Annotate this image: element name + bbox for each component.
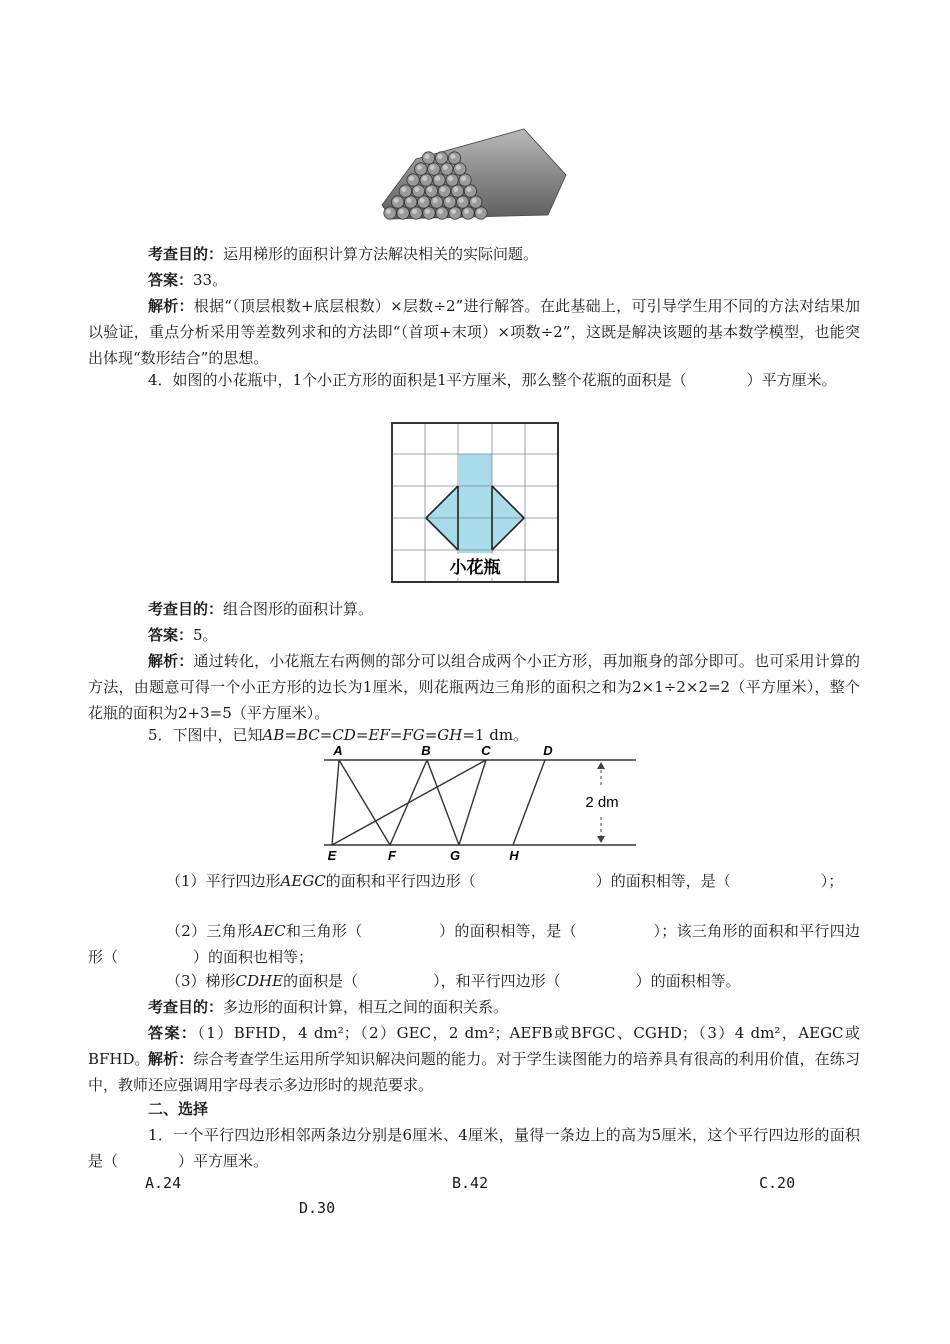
log-end-highlight bbox=[386, 209, 391, 214]
point-label-h: H bbox=[509, 848, 519, 863]
q4-purpose: 考查目的：组合图形的面积计算。 bbox=[148, 600, 374, 618]
point-label-d: D bbox=[543, 743, 553, 758]
log-end-highlight bbox=[422, 176, 427, 181]
log-end-highlight bbox=[438, 154, 443, 159]
log-end-highlight bbox=[459, 198, 464, 203]
q4-answer: 答案：5。 bbox=[148, 626, 218, 644]
q4-analysis: 解析：通过转化，小花瓶左右两侧的部分可以组合成两个小正方形，再加瓶身的部分即可。也可采用计算的方法，由题意可得一个小正方形的边长为1厘米，则花瓶两边三角形的面积之和为2×1÷2×2=2（平方厘米），整个花瓶的面积为2+3=5（平方厘米）。 bbox=[88, 652, 860, 722]
log-end-highlight bbox=[394, 198, 399, 203]
log-end-highlight bbox=[477, 209, 482, 214]
parallel-lines-figure bbox=[320, 740, 640, 864]
option-c: C.20 bbox=[759, 1174, 796, 1192]
log-pile-figure bbox=[376, 125, 568, 227]
log-end-highlight bbox=[433, 198, 438, 203]
q5-question: 5．下图中，已知AB=BC=CD=EF=FG=GH=1 dm。 bbox=[148, 726, 529, 744]
log-end-highlight bbox=[401, 187, 406, 192]
q5-sub2: （2）三角形AEC和三角形（ ）的面积相等，是（ ）；该三角形的面积和平行四边形（ ）的面积也相等； bbox=[88, 922, 860, 966]
height-label: 2 dm bbox=[585, 794, 619, 811]
vase-label: 小花瓶 bbox=[449, 558, 501, 578]
log-end-highlight bbox=[414, 187, 419, 192]
log-end-highlight bbox=[438, 209, 443, 214]
log-end-highlight bbox=[448, 176, 453, 181]
option-d: D.30 bbox=[299, 1199, 336, 1217]
option-a: A.24 bbox=[145, 1174, 182, 1192]
vase-grid-figure bbox=[391, 422, 559, 584]
section-heading: 二、选择 bbox=[148, 1100, 209, 1118]
log-end-highlight bbox=[412, 209, 417, 214]
q5-answer: 答案：（1）BFHD，4 dm²；（2）GEC，2 dm²；AEFB或BFGC、CGHD；（3）4 dm²，AEGC或BFHD。 bbox=[88, 1024, 860, 1068]
q3-analysis: 解析：根据“（顶层根数+底层根数）×层数÷2”进行解答。在此基础上，可引导学生用不同的方法对结果加以验证，重点分析采用等差数列求和的方法即“（首项+末项）×项数÷2”，这既是解决该题的基本数学模型，也能突出体现“数形结合”的思想。 bbox=[88, 297, 860, 367]
log-end-highlight bbox=[461, 176, 466, 181]
log-end-highlight bbox=[409, 176, 414, 181]
log-end-highlight bbox=[407, 198, 412, 203]
log-end-highlight bbox=[425, 209, 430, 214]
q3-answer: 答案：33。 bbox=[148, 271, 228, 289]
log-end-highlight bbox=[399, 209, 404, 214]
log-end-highlight bbox=[440, 187, 445, 192]
q5-analysis: 解析：综合考查学生运用所学知识解决问题的能力。对于学生读图能力的培养具有很高的利用价值，在练习中，教师还应强调用字母表示多边形时的规范要求。 bbox=[88, 1050, 860, 1094]
option-b: B.42 bbox=[452, 1174, 489, 1192]
log-end-highlight bbox=[456, 165, 461, 170]
log-end-highlight bbox=[417, 165, 422, 170]
log-end-highlight bbox=[464, 209, 469, 214]
q5-sub1: （1）平行四边形AEGC的面积和平行四边形（ ）的面积相等，是（ ）； bbox=[166, 872, 844, 890]
log-end-highlight bbox=[420, 198, 425, 203]
log-end-highlight bbox=[443, 165, 448, 170]
point-label-b: B bbox=[421, 743, 431, 758]
log-end-highlight bbox=[446, 198, 451, 203]
q3-purpose: 考查目的：运用梯形的面积计算方法解决相关的实际问题。 bbox=[148, 245, 539, 263]
point-label-e: E bbox=[327, 848, 337, 863]
q5-sub3: （3）梯形CDHE的面积是（ ），和平行四边形（ ）的面积相等。 bbox=[166, 972, 741, 990]
log-end-highlight bbox=[451, 209, 456, 214]
point-label-f: F bbox=[388, 848, 396, 863]
mc-question: 1．一个平行四边形相邻两条边分别是6厘米、4厘米，量得一条边上的高为5厘米，这个平行四边形的面积是（ ）平方厘米。 bbox=[88, 1126, 860, 1170]
q5-purpose: 考查目的：多边形的面积计算，相互之间的面积关系。 bbox=[148, 998, 509, 1016]
log-end-highlight bbox=[425, 154, 430, 159]
point-label-c: C bbox=[481, 743, 491, 758]
log-end-highlight bbox=[453, 187, 458, 192]
log-end-highlight bbox=[472, 198, 477, 203]
point-label-a: A bbox=[333, 743, 343, 758]
log-end-highlight bbox=[427, 187, 432, 192]
log-end-highlight bbox=[430, 165, 435, 170]
log-end-highlight bbox=[466, 187, 471, 192]
point-label-g: G bbox=[449, 848, 461, 863]
log-end-highlight bbox=[451, 154, 456, 159]
log-end-highlight bbox=[435, 176, 440, 181]
q4-question: 4．如图的小花瓶中，1个小正方形的面积是1平方厘米，那么整个花瓶的面积是（ ）平方厘米。 bbox=[148, 371, 837, 389]
